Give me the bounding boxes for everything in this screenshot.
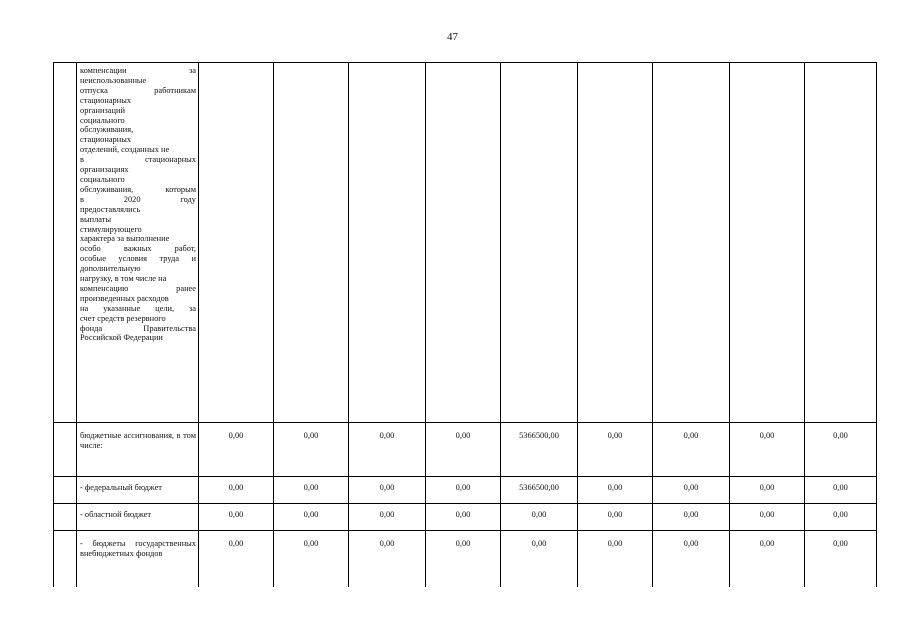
value-cell: 0,00 — [426, 504, 501, 531]
description-line: выплаты — [80, 214, 112, 224]
description-line: обслуживания, — [80, 125, 134, 135]
value-cell: 0,00 — [349, 504, 426, 531]
value-cell: 0,00 — [653, 504, 730, 531]
description-line: организациях — [80, 165, 129, 175]
value-cell: 0,00 — [199, 504, 274, 531]
value-cell: 0,00 — [274, 504, 349, 531]
value-cell: 0,00 — [426, 531, 501, 588]
value-cell: 0,00 — [501, 504, 578, 531]
description-line: счет средств резервного — [80, 313, 166, 323]
value-cell — [199, 63, 274, 423]
description-line: характера за выполнение — [80, 234, 170, 244]
description-line: стационарных — [80, 95, 132, 105]
description-line: неиспользованные — [80, 75, 147, 85]
row-number-cell — [54, 63, 77, 423]
table-row — [54, 504, 877, 531]
description-line: стимулирующего — [80, 224, 142, 234]
value-cell: 0,00 — [578, 531, 653, 588]
value-cell: 0,00 — [426, 423, 501, 477]
value-cell — [274, 63, 349, 423]
value-cell: 0,00 — [274, 477, 349, 504]
row-number-cell — [54, 477, 77, 504]
row-label-cell: - областной бюджет — [77, 504, 199, 531]
value-cell: 0,00 — [578, 477, 653, 504]
value-cell: 0,00 — [805, 423, 877, 477]
value-cell: 0,00 — [805, 531, 877, 588]
description-line: предоставлялись — [80, 204, 141, 214]
value-cell: 5366500,00 — [501, 423, 578, 477]
value-cell: 0,00 — [426, 477, 501, 504]
table-row — [54, 531, 877, 588]
description-line: в 2020 году — [80, 194, 196, 204]
description-line: стационарных — [80, 135, 132, 145]
description-line: социального — [80, 115, 125, 125]
value-cell — [349, 63, 426, 423]
table-row — [54, 477, 877, 504]
value-cell: 0,00 — [730, 504, 805, 531]
value-cell — [501, 63, 578, 423]
value-cell: 0,00 — [274, 531, 349, 588]
value-cell — [730, 63, 805, 423]
value-cell — [578, 63, 653, 423]
row-label-cell: - федеральный бюджет — [77, 477, 199, 504]
description-line: на указанные цели, за — [80, 303, 196, 313]
value-cell: 0,00 — [805, 477, 877, 504]
value-cell: 0,00 — [730, 531, 805, 588]
description-line: компенсации за — [80, 66, 196, 75]
table-row — [54, 423, 877, 477]
value-cell: 0,00 — [349, 531, 426, 588]
row-label-cell: бюджетные ассигнования, в том числе: — [77, 423, 199, 477]
description-line: нагрузку, в том числе на — [80, 274, 167, 284]
description-line: фонда Правительства — [80, 323, 196, 333]
description-line: в стационарных — [80, 155, 196, 165]
table-row — [54, 63, 877, 423]
value-cell: 0,00 — [805, 504, 877, 531]
description-line: отделений, созданных не — [80, 145, 170, 155]
value-cell: 0,00 — [501, 531, 578, 588]
value-cell: 0,00 — [653, 531, 730, 588]
description-line: организаций — [80, 105, 125, 115]
value-cell: 0,00 — [653, 423, 730, 477]
value-cell: 5366500,00 — [501, 477, 578, 504]
row-number-cell — [54, 531, 77, 588]
value-cell: 0,00 — [730, 423, 805, 477]
row-label-cell: - бюджеты государственных внебюджетных фондов — [77, 531, 199, 588]
measure-description-cell — [77, 63, 199, 423]
value-cell — [805, 63, 877, 423]
value-cell — [426, 63, 501, 423]
value-cell: 0,00 — [578, 504, 653, 531]
budget-table — [53, 62, 877, 587]
value-cell: 0,00 — [653, 477, 730, 504]
value-cell: 0,00 — [730, 477, 805, 504]
description-line: обслуживания, которым — [80, 184, 196, 194]
value-cell: 0,00 — [578, 423, 653, 477]
row-number-cell — [54, 504, 77, 531]
description-line: произведенных расходов — [80, 293, 169, 303]
description-line: Российской Федерации — [80, 333, 163, 343]
description-line: особо важных работ, — [80, 244, 196, 254]
value-cell: 0,00 — [199, 477, 274, 504]
description-line: особые условия труда и — [80, 254, 196, 264]
row-number-cell — [54, 423, 77, 477]
value-cell: 0,00 — [199, 423, 274, 477]
description-line: отпуска работникам — [80, 85, 196, 95]
description-line: дополнительную — [80, 264, 141, 274]
description-line: социального — [80, 174, 125, 184]
value-cell: 0,00 — [274, 423, 349, 477]
value-cell: 0,00 — [199, 531, 274, 588]
description-line: компенсацию ранее — [80, 283, 196, 293]
value-cell: 0,00 — [349, 423, 426, 477]
value-cell: 0,00 — [349, 477, 426, 504]
page-number: 47 — [447, 31, 458, 43]
value-cell — [653, 63, 730, 423]
